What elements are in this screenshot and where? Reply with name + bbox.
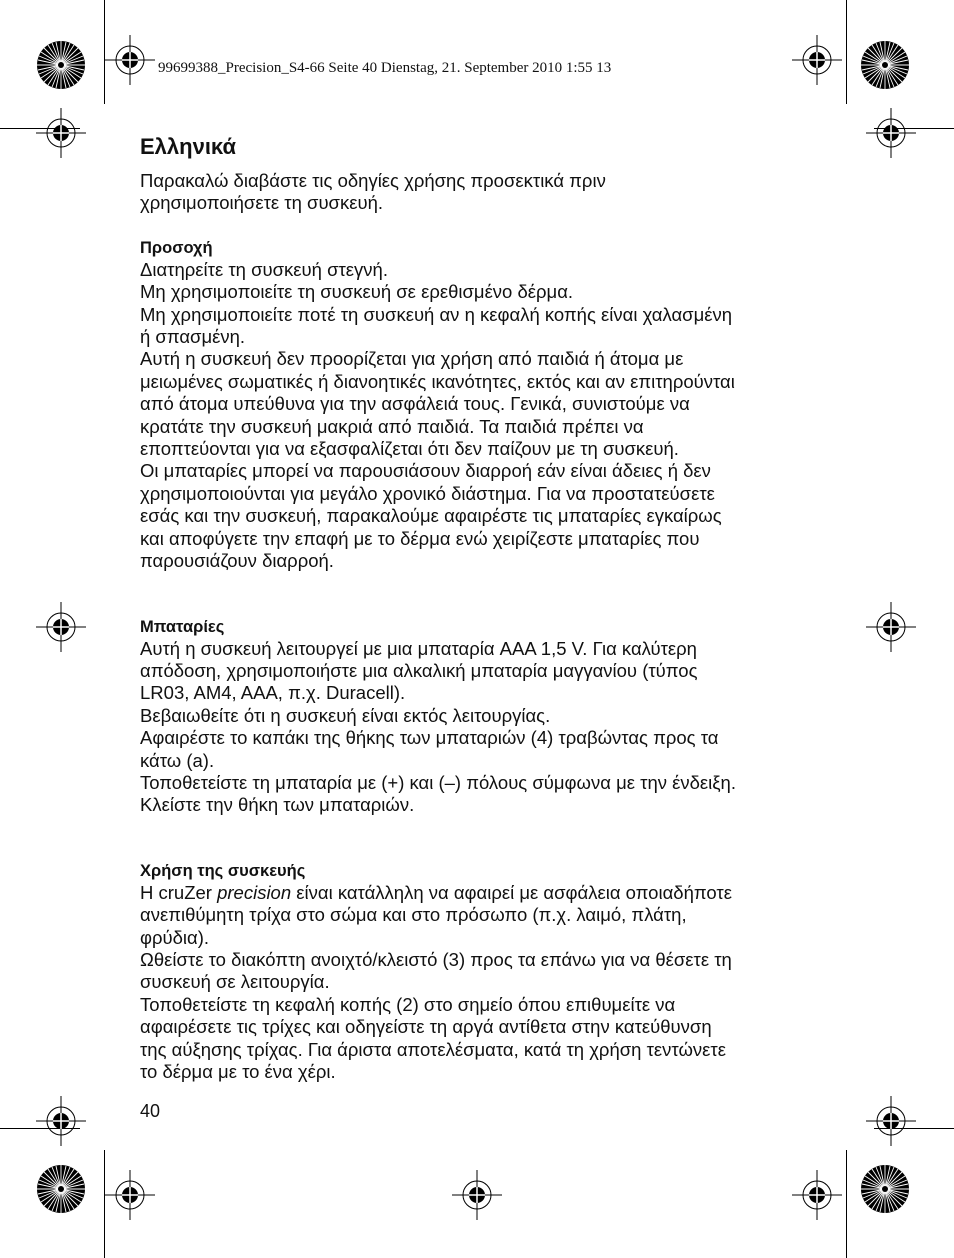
section-title-caution: Προσοχή [140, 238, 213, 257]
registration-target-icon [866, 602, 916, 652]
registration-target-icon [792, 35, 842, 85]
text-line: ανεπιθύμητη τρίχα στο σώμα και στο πρόσωπο (π.χ. λαιμό, πλάτη, [140, 904, 687, 926]
text-line: Ωθείστε το διακόπτη ανοιχτό/κλειστό (3) προς τα επάνω για να θέσετε τη [140, 948, 732, 970]
text-line: LR03, AM4, AAA, π.χ. Duracell). [140, 682, 406, 704]
registration-target-icon [866, 108, 916, 158]
product-name-italic: precision [217, 881, 292, 903]
sunburst-registration-icon [860, 40, 910, 90]
batteries-section [140, 616, 820, 817]
text-line: Αυτή η συσκευή λειτουργεί με μια μπαταρία AAA 1,5 V. Για καλύτερη [140, 637, 697, 659]
text-line: κάτω (a). [140, 749, 215, 771]
text-line: φρύδια). [140, 926, 210, 948]
text-line: από άτομα υπεύθυνα για την ασφάλειά τους. Γενικά, συνιστούμε να [140, 393, 690, 415]
text-line: Αφαιρέστε το καπάκι της θήκης των μπαταριών (4) τραβώντας προς τα [140, 727, 719, 749]
text-line: Διατηρείτε τη συσκευή στεγνή. [140, 258, 388, 280]
section-title-batteries: Μπαταρίες [140, 617, 225, 636]
sunburst-registration-icon [36, 1164, 86, 1214]
spacer [140, 215, 820, 237]
registration-target-icon [36, 108, 86, 158]
text-line: μειωμένες σωματικές ή διανοητικές ικανότητες, εκτός και αν επιτηρούνται [140, 370, 735, 392]
intro-paragraph [140, 170, 820, 215]
registration-target-icon [36, 1096, 86, 1146]
print-slug: 99699388_Precision_S4-66 Seite 40 Dienstag, 21. September 2010 1:55 13 [158, 60, 612, 76]
registration-target-icon [105, 35, 155, 85]
text-line: Παρακαλώ διαβάστε τις οδηγίες χρήσης προσεκτικά πριν [140, 170, 606, 191]
text-line: Τοποθετείστε τη μπαταρία με (+) και (–) πόλους σύμφωνα με την ένδειξη. [140, 771, 736, 793]
usage-section [140, 860, 820, 1084]
registration-target-icon [452, 1170, 502, 1220]
text-line: Τοποθετείστε τη κεφαλή κοπής (2) στο σημείο όπου επιθυμείτε να [140, 993, 676, 1015]
text-line: Οι μπαταρίες μπορεί να παρουσιάσουν διαρροή εάν είναι άδειες ή δεν [140, 460, 711, 482]
registration-target-icon [105, 1170, 155, 1220]
sunburst-registration-icon [860, 1164, 910, 1214]
document-body [140, 132, 820, 1083]
text-line: της αύξησης τρίχας. Για άριστα αποτελέσματα, κατά τη χρήση τεντώνετε [140, 1038, 726, 1060]
text-line: και αποφύγετε την επαφή με το δέρμα ενώ χειρίζεστε μπαταρίες που [140, 527, 700, 549]
page-number: 40 [140, 1101, 161, 1121]
text-line [140, 882, 820, 904]
registration-target-icon [36, 602, 86, 652]
text-run: Η cruZer [140, 881, 218, 903]
text-line: Βεβαιωθείτε ότι η συσκευή είναι εκτός λειτουργίας. [140, 704, 551, 726]
text-line: Κλείστε την θήκη των μπαταριών. [140, 794, 415, 816]
registration-target-icon [866, 1096, 916, 1146]
registration-target-icon [792, 1170, 842, 1220]
text-line: αφαιρέσετε τις τρίχες και οδηγείστε τη αργά αντίθετα στην κατεύθυνση [140, 1016, 712, 1038]
spacer [140, 817, 820, 860]
crop-rule-top-right-v [846, 0, 847, 104]
text-line: το δέρμα με το ένα χέρι. [140, 1061, 336, 1082]
text-line: συσκευή σε λειτουργία. [140, 971, 330, 993]
language-heading: Ελληνικά [140, 134, 236, 159]
section-title-usage: Χρήση της συσκευής [140, 861, 306, 880]
text-line: εσάς και την συσκευή, παρακαλούμε αφαιρέστε τις μπαταρίες εγκαίρως [140, 505, 722, 527]
text-line: εποπτεύονται για να εξασφαλίζεται ότι δεν παίζουν με τη συσκευή. [140, 438, 679, 460]
text-line: Μη χρησιμοποιείτε τη συσκευή σε ερεθισμένο δέρμα. [140, 281, 574, 303]
caution-section [140, 237, 820, 573]
sunburst-registration-icon [36, 40, 86, 90]
text-run: είναι κατάλληλη να αφαιρεί με ασφάλεια οποιαδήποτε [291, 881, 732, 903]
text-line: κρατάτε την συσκευή μακριά από παιδιά. Τα παιδιά πρέπει να [140, 415, 644, 437]
text-line: χρησιμοποιήσετε τη συσκευή. [140, 192, 384, 214]
text-line: Αυτή η συσκευή δεν προορίζεται για χρήση από παιδιά ή άτομα με [140, 348, 684, 370]
text-line: παρουσιάζουν διαρροή. [140, 550, 334, 572]
text-line: απόδοση, χρησιμοποιήστε μια αλκαλική μπαταρία μαγγανίου (τύπος [140, 659, 698, 681]
crop-rule-bottom-right-v [846, 1150, 847, 1258]
text-line: Μη χρησιμοποιείτε ποτέ τη συσκευή αν η κεφαλή κοπής είναι χαλασμένη [140, 303, 733, 325]
text-line: ή σπασμένη. [140, 326, 246, 348]
text-line: χρησιμοποιούνται για μεγάλο χρονικό διάστημα. Για να προστατεύσετε [140, 482, 715, 504]
spacer [140, 573, 820, 616]
